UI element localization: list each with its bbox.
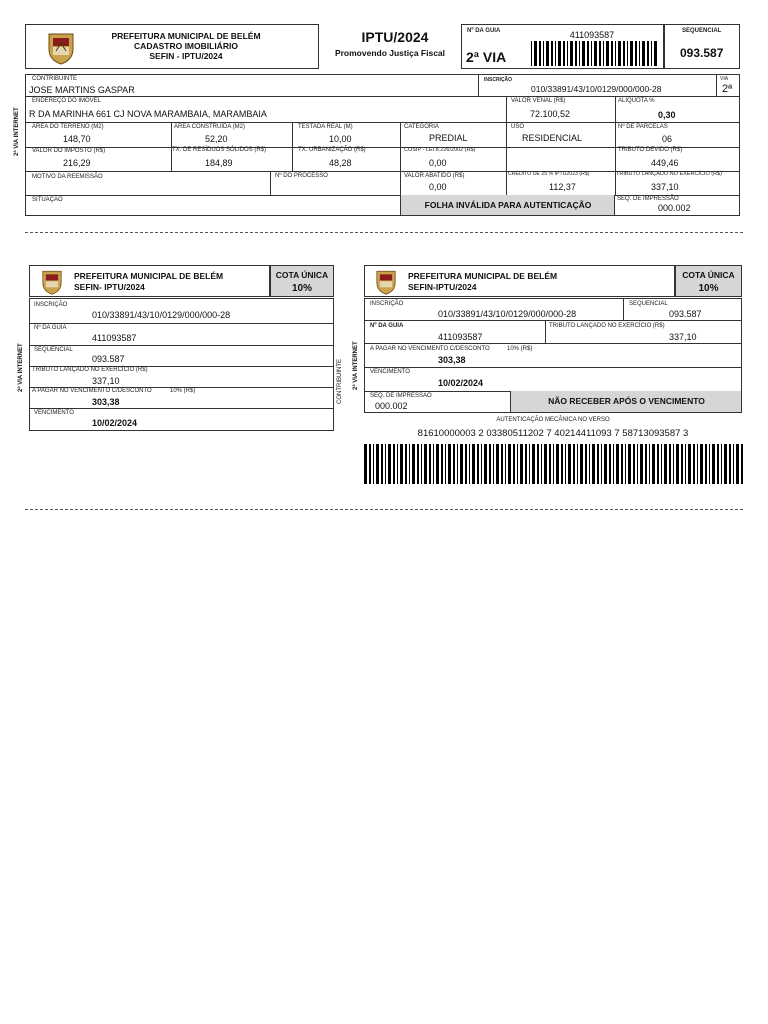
tx-residuos-label: TX. DE RESÍDUOS SÓLIDOS (R$): [172, 147, 267, 153]
credito-label: CRÉDITO DE 25 % IPTU2023 (R$): [508, 171, 590, 177]
barcode-bar: [637, 444, 638, 484]
right-cota-value: 10%: [698, 283, 719, 294]
valor-venal-label: VALOR VENAL (R$): [511, 98, 566, 104]
col-line: [545, 320, 546, 343]
barcode-bar: [532, 444, 535, 484]
endereco-value: R DA MARINHA 661 CJ NOVA MARAMBAIA, MARAMBAIA: [29, 109, 267, 119]
aliquota-label: ALIQUOTA %: [618, 98, 655, 104]
org-line3: SEFIN - IPTU/2024: [149, 51, 223, 61]
barcode-bar: [376, 444, 379, 484]
barcode-bar: [621, 444, 623, 484]
cut-line-2: [25, 509, 743, 510]
folha-invalida-banner: [400, 195, 614, 215]
barcode-bar: [553, 444, 554, 484]
right-inscricao-value: 010/33891/43/10/0129/000/000-28: [438, 309, 577, 319]
barcode-bar: [457, 444, 458, 484]
barcode-bar: [736, 444, 739, 484]
barcode-bar: [733, 444, 734, 484]
barcode-bar: [489, 444, 491, 484]
valor-imposto-label: VALOR DO IMPOSTO (R$): [32, 148, 106, 154]
barcode-bar: [409, 444, 410, 484]
valor-abatido-label: VALOR ABATIDO (R$): [404, 173, 465, 179]
barcode-bar: [616, 444, 619, 484]
right-stub-org-line1: PREFEITURA MUNICIPAL DE BELÉM: [408, 271, 558, 281]
area-construida-value: 52,20: [205, 134, 228, 144]
testada-label: TESTADA REAL (M): [298, 124, 353, 130]
right-inscricao-label: INSCRIÇÃO: [370, 301, 404, 307]
barcode-bar: [657, 444, 659, 484]
barcode-bar: [445, 444, 446, 484]
row-line: [365, 367, 741, 368]
right-stub-org-line2: SEFIN-IPTU/2024: [408, 282, 477, 292]
barcode-bar: [537, 444, 539, 484]
barcode-bar: [669, 444, 671, 484]
guia-value: 411093587: [569, 30, 615, 40]
col-line: [506, 96, 507, 122]
barcode-bar: [717, 444, 719, 484]
barcode-bar: [508, 444, 511, 484]
barcode-bar: [609, 444, 611, 484]
uso-label: USO: [511, 124, 525, 130]
left-tributo-label: TRIBUTO LANÇADO NO EXERCÍCIO (R$): [32, 367, 148, 373]
contribuinte-label: CONTRIBUINTE: [32, 76, 77, 82]
barcode-bar: [618, 41, 621, 66]
barcode-bar: [575, 41, 577, 66]
barcode-bar: [421, 444, 422, 484]
barcode-bar: [546, 41, 549, 66]
col-line: [292, 122, 293, 147]
barcode-bar: [469, 444, 470, 484]
testada-value: 10,00: [329, 134, 352, 144]
tx-urbanizacao-label: TX. URBANIZAÇÃO (R$): [298, 147, 366, 153]
credito-value: 112,37: [549, 182, 576, 192]
left-stub-org-line1: PREFEITURA MUNICIPAL DE BELÉM: [74, 271, 224, 281]
right-apagar-pct: 10% (R$): [507, 346, 533, 352]
left-sequencial-value: 093.587: [92, 354, 125, 364]
valor-venal-value: 72.100,52: [530, 109, 571, 119]
barcode-bar: [604, 444, 607, 484]
left-inscricao-label: INSCRIÇÃO: [34, 302, 68, 308]
doc-subtitle: Promovendo Justiça Fiscal: [334, 48, 446, 58]
barcode-bar: [573, 444, 575, 484]
col-line: [623, 299, 624, 320]
barcode-bar: [594, 41, 597, 66]
barcode-bar: [472, 444, 475, 484]
col-line: [615, 122, 616, 147]
org-line1: PREFEITURA MUNICIPAL DE BELÉM: [111, 31, 261, 41]
barcode-bar: [567, 41, 568, 66]
barcode-bar: [642, 41, 645, 66]
barcode-bar: [603, 41, 604, 66]
top-barcode-icon: [531, 41, 659, 66]
barcode-bar: [589, 444, 590, 484]
barcode-bar: [654, 41, 657, 66]
guia-label: Nº DA GUIA: [467, 28, 501, 34]
left-cota-value: 10%: [291, 283, 312, 294]
col-line: [615, 96, 616, 122]
via-small-value: 2ª: [722, 83, 733, 95]
left-stub-header: [29, 265, 270, 297]
right-stub-body: [364, 298, 742, 413]
row-line: [26, 122, 739, 123]
barcode-bar: [561, 444, 563, 484]
barcode-bar: [630, 41, 633, 66]
barcode-bar: [640, 444, 643, 484]
col-line: [506, 147, 507, 195]
barcode-bar: [551, 41, 553, 66]
row-line: [30, 345, 333, 346]
barcode-bar: [582, 41, 585, 66]
uso-value: RESIDENCIAL: [522, 133, 583, 143]
categoria-value: PREDIAL: [429, 133, 468, 143]
right-sequencial-value: 093.587: [669, 309, 702, 319]
valor-imposto-value: 216,29: [63, 158, 91, 168]
brasao-belem-icon: [46, 31, 76, 65]
barcode-bar: [693, 444, 695, 484]
barcode-bar: [601, 444, 602, 484]
col-line: [400, 147, 401, 195]
barcode-bar: [599, 41, 601, 66]
col-line: [478, 75, 479, 96]
barcode-bar: [709, 444, 710, 484]
barcode-bar: [436, 444, 439, 484]
right-guia-label: Nº DA GUIA: [370, 323, 404, 329]
right-apagar-label: A PAGAR NO VENCIMENTO C/DESCONTO: [370, 346, 490, 352]
barcode-bar: [412, 444, 415, 484]
barcode-bar: [724, 444, 727, 484]
left-stub-cota: [270, 265, 334, 297]
barcode-bar: [611, 41, 613, 66]
doc-title: IPTU/2024: [361, 29, 429, 45]
sequencial-value: 093.587: [680, 46, 724, 60]
cut-line-1: [25, 232, 743, 233]
barcode-bar: [417, 444, 419, 484]
barcode-bar: [625, 444, 626, 484]
cosip-value: 0,00: [429, 158, 447, 168]
barcode-bar: [381, 444, 383, 484]
barcode-bar: [534, 41, 537, 66]
endereco-label: ENDEREÇO DO IMÓVEL: [32, 98, 102, 104]
barcode-bar: [543, 41, 544, 66]
header-org-box: [25, 24, 319, 69]
barcode-bar: [697, 444, 698, 484]
barcode-bar: [580, 444, 583, 484]
barcode-bar: [685, 444, 686, 484]
right-apagar-value: 303,38: [438, 355, 466, 365]
barcode-bar: [627, 41, 628, 66]
barcode-bar: [676, 444, 679, 484]
left-stub-body: [29, 298, 334, 431]
side-label-top: 2ª VIA INTERNET: [14, 107, 20, 156]
folha-invalida-text: FOLHA INVÁLIDA PARA AUTENTICAÇÃO: [424, 200, 592, 210]
barcode-bar: [484, 444, 487, 484]
barcode-bar: [541, 444, 542, 484]
barcode-bar: [405, 444, 407, 484]
barcode-bar: [633, 444, 635, 484]
barcode-bar: [460, 444, 463, 484]
barcode-bar: [635, 41, 637, 66]
col-line: [614, 195, 615, 215]
right-seq-impressao-value: 000.002: [375, 401, 408, 411]
row-line: [365, 343, 741, 344]
barcode-bar: [393, 444, 395, 484]
tributo-lancado-label: TRIBUTO LANÇADO NO EXERCÍCIO (R$): [616, 171, 722, 177]
barcode-bar: [539, 41, 541, 66]
nao-receber-banner: [510, 391, 741, 412]
barcode-bar: [493, 444, 494, 484]
property-grid: [25, 74, 740, 216]
right-stub-side-label-1: CONTRIBUINTE: [337, 359, 343, 404]
barcode-bar: [712, 444, 715, 484]
barcode-bar: [647, 41, 649, 66]
barcode-bar: [364, 444, 367, 484]
barcode-bar: [628, 444, 631, 484]
tributo-devido-label: TRIBUTO DEVIDO (R$): [618, 147, 683, 153]
left-guia-value: 411093587: [92, 333, 137, 343]
tx-urbanizacao-value: 48,28: [329, 158, 352, 168]
left-cota-label: COTA ÚNICA: [275, 270, 329, 280]
right-stub-side-label-2: 2ª VIA INTERNET: [353, 341, 359, 390]
barcode-bar: [585, 444, 587, 484]
inscricao-value: 010/33891/43/10/0129/000/000-28: [531, 84, 662, 94]
barcode-bar: [645, 444, 647, 484]
barcode-bar: [477, 444, 479, 484]
left-stub-side-label: 2ª VIA INTERNET: [18, 343, 24, 392]
barcode-bar: [652, 444, 655, 484]
barcode-bar: [700, 444, 703, 484]
cosip-label: COSIP - LEI 8.226/2002 (R$): [404, 147, 476, 153]
brasao-belem-icon: [374, 269, 398, 295]
barcode-bar: [563, 41, 565, 66]
barcode-bar: [587, 41, 589, 66]
right-tributo-label: TRIBUTO LANÇADO NO EXERCÍCIO (R$): [549, 323, 665, 329]
barcode-bar: [568, 444, 571, 484]
barcode-bar: [465, 444, 467, 484]
barcode-bar: [639, 41, 640, 66]
barcode-bar: [577, 444, 578, 484]
barcode-bar: [501, 444, 503, 484]
aliquota-value: 0,30: [658, 110, 676, 120]
barcode-bar: [558, 41, 561, 66]
right-seq-impressao-label: SEQ. DE IMPRESSÃO: [370, 393, 432, 399]
barcode-bar: [555, 41, 556, 66]
left-inscricao-value: 010/33891/43/10/0129/000/000-28: [92, 310, 231, 320]
barcode-bar: [549, 444, 551, 484]
area-terreno-label: ÁREA DO TERRENO (M2): [32, 124, 104, 130]
sequencial-box: [664, 24, 740, 69]
left-guia-label: Nº DA GUIA: [34, 325, 67, 331]
parcelas-value: 06: [662, 134, 673, 144]
barcode-bar: [513, 444, 515, 484]
barcode-bar: [681, 444, 683, 484]
row-line: [365, 320, 741, 321]
barcode-bar: [651, 41, 652, 66]
right-stub-header: [364, 265, 675, 297]
col-line: [506, 122, 507, 147]
col-line: [716, 75, 717, 96]
tx-residuos-value: 184,89: [205, 158, 233, 168]
barcode-bar: [606, 41, 609, 66]
barcode-bar: [373, 444, 374, 484]
situacao-label: SITUAÇÃO: [32, 197, 63, 203]
row-line: [26, 96, 739, 97]
right-vencimento-label: VENCIMENTO: [370, 369, 410, 375]
barcode-bar: [597, 444, 599, 484]
row-line: [30, 408, 333, 409]
left-vencimento-value: 10/02/2024: [92, 418, 138, 428]
seq-impressao-value: 000.002: [658, 203, 691, 213]
left-apagar-label: A PAGAR NO VENCIMENTO C/DESCONTO: [32, 388, 152, 394]
barcode-bar: [400, 444, 403, 484]
barcode-bar: [613, 444, 614, 484]
parcelas-label: Nº DE PARCELAS: [618, 124, 668, 130]
area-terreno-value: 148,70: [63, 134, 91, 144]
barcode-bar: [623, 41, 625, 66]
barcode-bar: [441, 444, 443, 484]
barcode-bar: [649, 444, 650, 484]
guia-box: [461, 24, 664, 69]
valor-abatido-value: 0,00: [429, 182, 447, 192]
contribuinte-value: JOSE MARTINS GASPAR: [29, 85, 135, 95]
barcode-bar: [453, 444, 455, 484]
barcode-bar: [579, 41, 580, 66]
barcode-bar: [570, 41, 573, 66]
barcode-bar: [388, 444, 391, 484]
autenticacao-text: AUTENTICAÇÃO MECÂNICA NO VERSO: [496, 417, 610, 423]
barcode-bar: [424, 444, 427, 484]
barcode-bar: [741, 444, 743, 484]
right-guia-value: 411093587: [438, 332, 483, 342]
barcode-bar: [729, 444, 731, 484]
left-vencimento-label: VENCIMENTO: [34, 410, 74, 416]
barcode-bar: [505, 444, 506, 484]
col-line: [400, 122, 401, 147]
barcode-bar: [661, 444, 662, 484]
barcode-bar: [529, 444, 530, 484]
sequencial-label: SEQUENCIAL: [682, 28, 722, 34]
brasao-belem-icon: [40, 269, 64, 295]
linha-digitavel: 81610000003 2 03380511202 7 40214411093 7 58713093587 3: [417, 428, 689, 439]
tributo-devido-value: 449,46: [651, 158, 679, 168]
barcode-bar: [556, 444, 559, 484]
col-line: [270, 171, 271, 195]
processo-label: Nº DO PROCESSO: [275, 173, 328, 179]
right-cota-label: COTA ÚNICA: [682, 270, 735, 280]
barcode-bar: [397, 444, 398, 484]
barcode-bar: [429, 444, 431, 484]
right-vencimento-value: 10/02/2024: [438, 378, 484, 388]
left-sequencial-label: SEQUENCIAL: [34, 347, 73, 353]
barcode-bar: [385, 444, 386, 484]
barcode-bar: [481, 444, 482, 484]
barcode-bar: [688, 444, 691, 484]
barcode-bar: [615, 41, 616, 66]
seq-impressao-label: SEQ. DE IMPRESSÃO: [617, 196, 679, 202]
via-small-label: VIA: [720, 76, 729, 82]
nao-receber-text: NÃO RECEBER APÓS O VENCIMENTO: [548, 396, 705, 406]
barcode-bar: [591, 41, 592, 66]
barcode-bar: [496, 444, 499, 484]
barcode-bar: [448, 444, 451, 484]
left-stub-org-line2: SEFIN- IPTU/2024: [74, 282, 145, 292]
main-barcode-icon: [364, 444, 744, 484]
org-line2: CADASTRO IMOBILIÁRIO: [134, 41, 238, 51]
barcode-bar: [673, 444, 674, 484]
via-label: 2ª VIA: [466, 49, 507, 65]
barcode-bar: [517, 444, 518, 484]
right-sequencial-label: SEQUENCIAL: [629, 301, 668, 307]
tributo-lancado-value: 337,10: [651, 182, 679, 192]
barcode-bar: [721, 444, 722, 484]
right-tributo-value: 337,10: [669, 332, 697, 342]
barcode-bar: [544, 444, 547, 484]
barcode-bar: [525, 444, 527, 484]
categoria-label: CATEGORIA: [404, 124, 439, 130]
left-apagar-pct: 10% (R$): [170, 388, 196, 394]
barcode-bar: [592, 444, 595, 484]
motivo-label: MOTIVO DA REEMISSÃO: [32, 174, 103, 180]
col-line: [171, 122, 172, 147]
barcode-bar: [433, 444, 434, 484]
left-apagar-value: 303,38: [92, 397, 120, 407]
barcode-bar: [705, 444, 707, 484]
inscricao-label: INSCRIÇÃO: [484, 77, 513, 83]
area-construida-label: ÁREA CONSTRUÍDA (M2): [174, 124, 246, 130]
col-line: [292, 147, 293, 171]
barcode-bar: [369, 444, 371, 484]
barcode-bar: [520, 444, 523, 484]
barcode-bar: [565, 444, 566, 484]
barcode-bar: [664, 444, 667, 484]
barcode-bar: [531, 41, 532, 66]
left-tributo-value: 337,10: [92, 376, 120, 386]
row-line: [30, 323, 333, 324]
right-stub-cota: [675, 265, 742, 297]
